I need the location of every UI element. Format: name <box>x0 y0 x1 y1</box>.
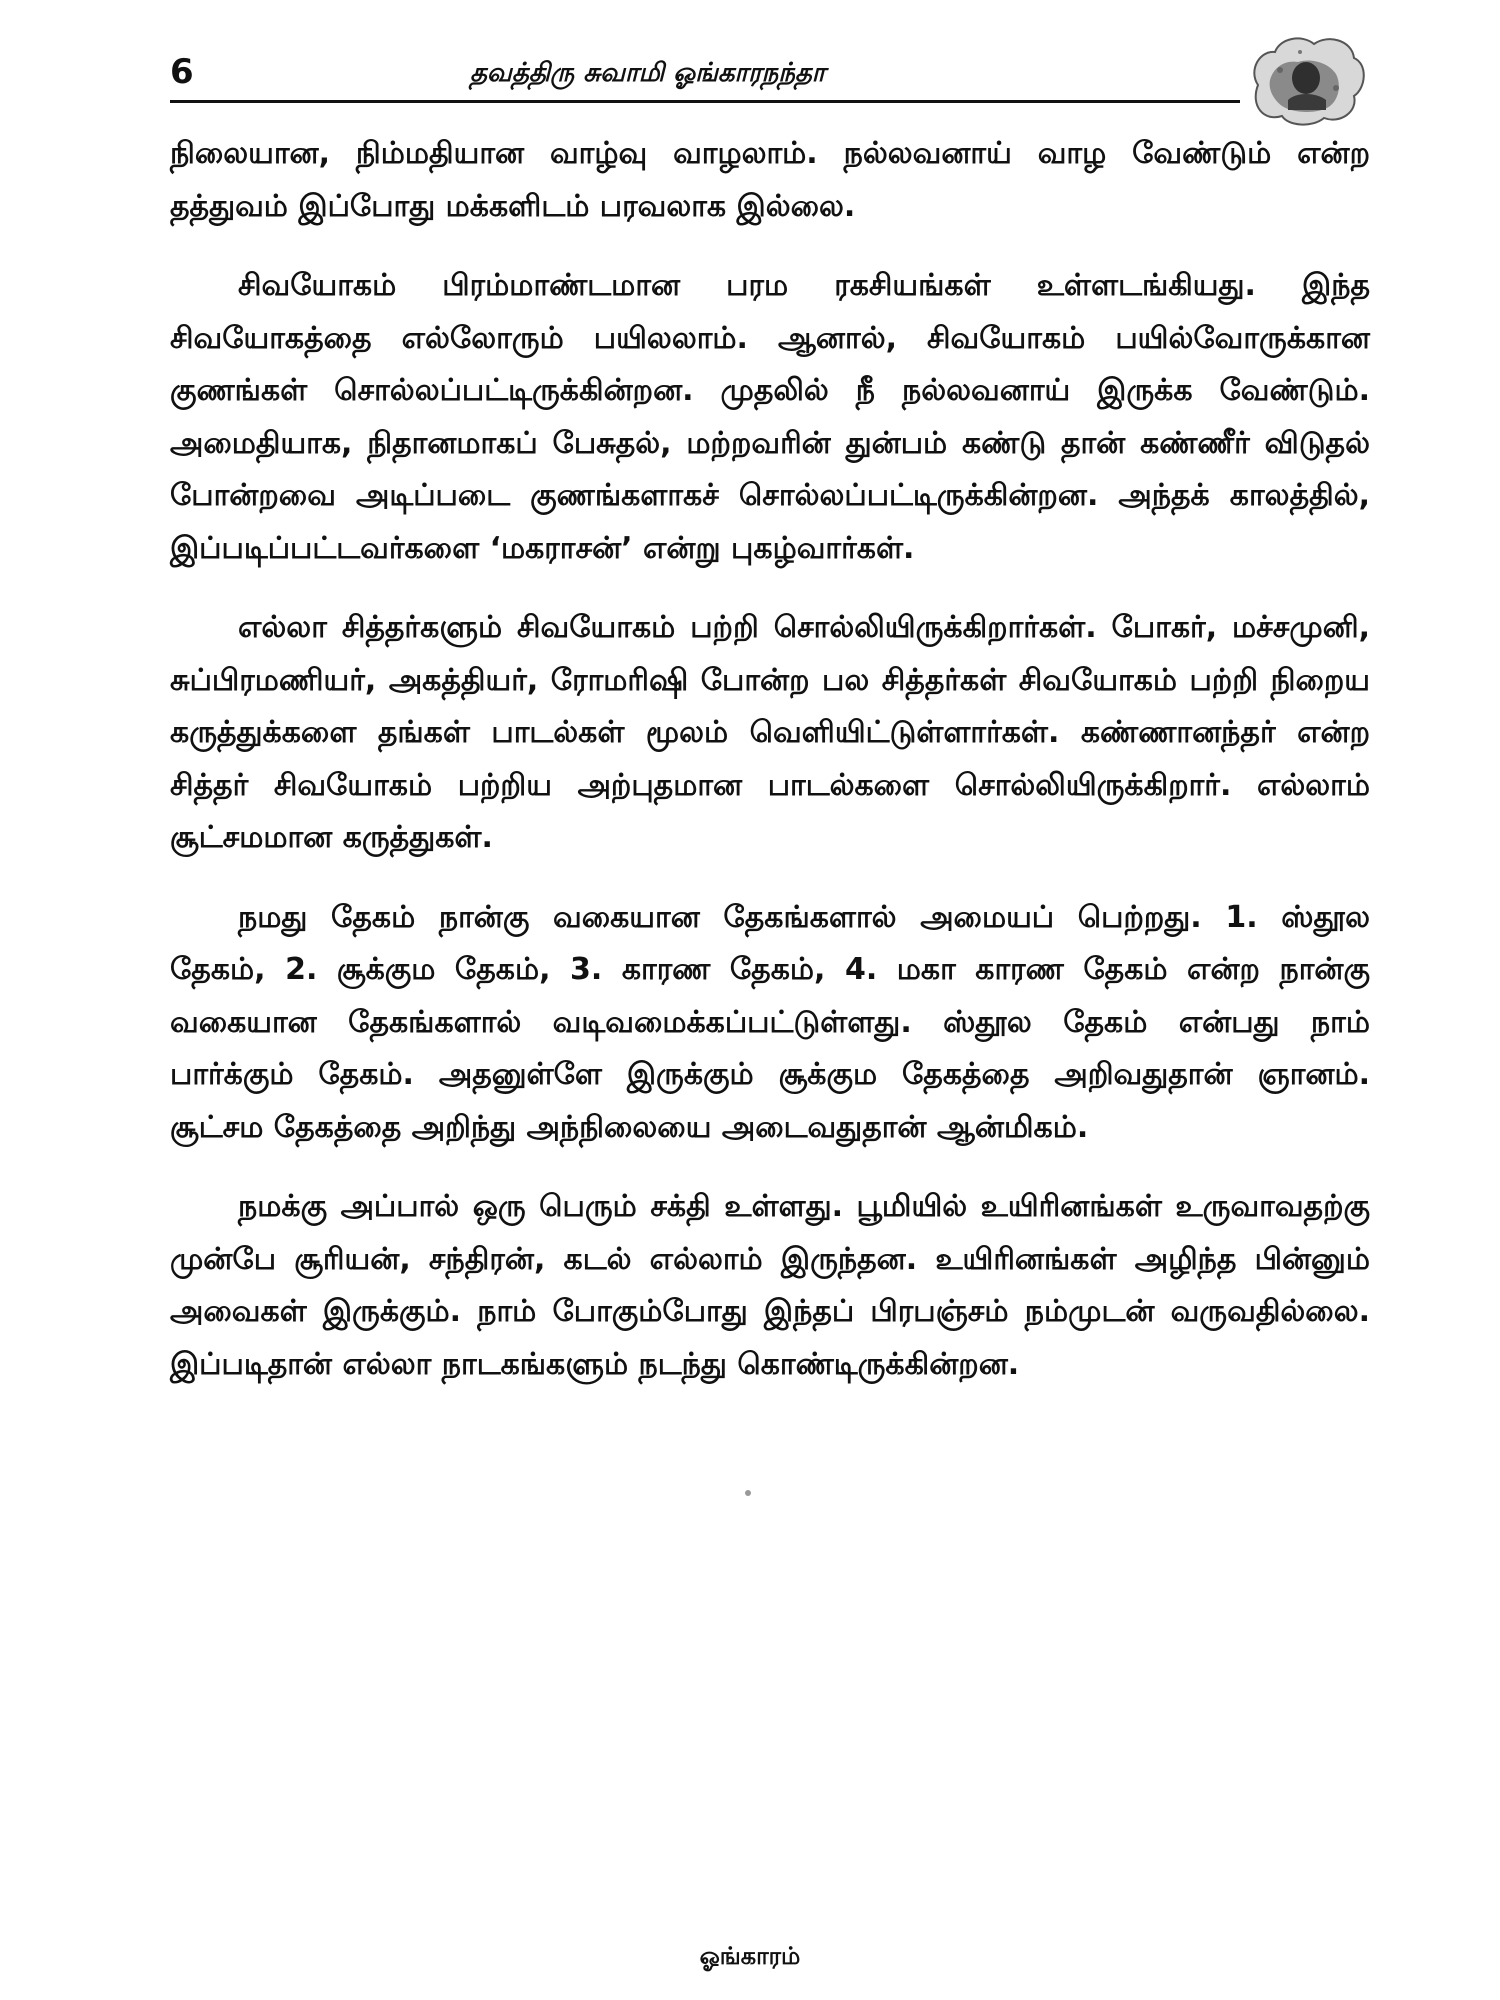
print-speck <box>745 1490 751 1496</box>
page-header <box>170 52 1230 102</box>
page-number: 6 <box>170 52 194 92</box>
paragraph: நமக்கு அப்பால் ஒரு பெரும் சக்தி உள்ளது. பூமியில் உயிரினங்கள் உருவாவதற்கு முன்பே சூரியன், சந்திரன், கடல் எல்லாம் இருந்தன. உயிரினங்கள் அழிந்த பின்னும் அவைகள் இருக்கும். நாம் போகும்போது இந்தப் பிரபஞ்சம் நம்முடன் வருவதில்லை. இப்படிதான் எல்லா நாடகங்களும் நடந்து கொண்டிருக்கின்றன. <box>170 1189 1370 1382</box>
page-footer: ஓங்காரம் <box>699 1942 801 1970</box>
running-title: தவத்திரு சுவாமி ஓங்காரநந்தா <box>470 58 826 88</box>
paragraph: சிவயோகம் பிரம்மாண்டமான பரம ரகசியங்கள் உள்ளடங்கியது. இந்த சிவயோகத்தை எல்லோரும் பயிலலாம். ஆனால், சிவயோகம் பயில்வோருக்கான குணங்கள் சொல்லப்பட்டிருக்கின்றன. முதலில் நீ நல்லவனாய் இருக்க வேண்டும். அமைதியாக, நிதானமாகப் பேசுதல், மற்றவரின் துன்பம் கண்டு தான் கண்ணீர் விடுதல் போன்றவை அடிப்படை குணங்களாகச் சொல்லப்பட்டிருக்கின்றன. அந்தக் காலத்தில், இப்படிப்பட்டவர்களை ‘மகராசன்’ என்று புகழ்வார்கள். <box>170 268 1370 566</box>
page-body <box>170 128 1370 1418</box>
paragraph: நமது தேகம் நான்கு வகையான தேகங்களால் அமையப் பெற்றது. 1. ஸ்தூல தேகம், 2. சூக்கும தேகம், 3. காரண தேகம், 4. மகா காரண தேகம் என்ற நான்கு வகையான தேகங்களால் வடிவமைக்கப்பட்டுள்ளது. ஸ்தூல தேகம் என்பது நாம் பார்க்கும் தேகம். அதனுள்ளே இருக்கும் சூக்கும தேகத்தை அறிவதுதான் ஞானம். சூட்சம தேகத்தை அறிந்து அந்நிலையை அடைவதுதான் ஆன்மிகம். <box>170 899 1370 1145</box>
header-rule <box>170 100 1240 103</box>
guru-portrait-icon <box>1240 30 1370 130</box>
paragraph: எல்லா சித்தர்களும் சிவயோகம் பற்றி சொல்லியிருக்கிறார்கள். போகர், மச்சமுனி, சுப்பிரமணியர், அகத்தியர், ரோமரிஷி போன்ற பல சித்தர்கள் சிவயோகம் பற்றி நிறைய கருத்துக்களை தங்கள் பாடல்கள் மூலம் வெளியிட்டுள்ளார்கள். கண்ணானந்தர் என்ற சித்தர் சிவயோகம் பற்றிய அற்புதமான பாடல்களை சொல்லியிருக்கிறார். எல்லாம் சூட்சமமான கருத்துகள். <box>170 610 1370 855</box>
paragraph: நிலையான, நிம்மதியான வாழ்வு வாழலாம். நல்லவனாய் வாழ வேண்டும் என்ற தத்துவம் இப்போது மக்களிடம் பரவலாக இல்லை. <box>170 136 1370 224</box>
